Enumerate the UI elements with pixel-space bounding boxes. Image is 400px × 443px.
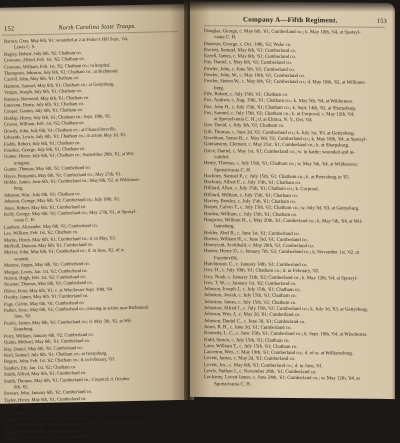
roster-line: Johnson, Joseph J., c. July 15th, '61; Chatham co.	[204, 287, 301, 294]
roster-line: Crowson, Alfred, Feb. 1st, '62; Chatham co.	[4, 56, 85, 63]
right-running-title: Company A—Fifth Regiment.	[243, 15, 338, 25]
roster-line: Fife, Robert, c. July 15th, '61; Chatham co.	[204, 92, 289, 98]
roster-line: Hayes, Benjamin, May 6th, '61; Cumberland co.; May 27th, '61.	[4, 170, 122, 179]
roster-line: Fox, Samuel, c. July 15th, '61; Chatham co.; k. at Corporal; c. May 12th, '64,	[204, 110, 355, 118]
roster-line: Henry, Thomas, c. July 15th, '61; Chatham co.; w. May 5th, '64, at Wilderness;	[204, 161, 358, 168]
roster-line: at Spotsylvania C. H.; d. at Elmira, N. Y., Oct. '64.	[214, 117, 313, 124]
left-roster-list	[0, 35, 186, 443]
roster-line: Fowler, John, c. June 5th, '61; Cumberland co.	[204, 66, 295, 73]
roster-line: Quinn, Michael, May 6th, '61; Cumberland co.	[4, 337, 91, 345]
roster-line: Bagley, Robert, July 6th, '62; Chatham co.	[4, 49, 82, 57]
roster-line: Johnson, Wm. J., c. May 2d, '61; Cumberland co.	[204, 312, 301, 319]
roster-line: Fowler, Simon W., c. May 6th, '61; Cumberland co.; d. May 10th, '62, at Williams-	[204, 79, 366, 87]
roster-line: Foushee, George, July 6th, '61; Chatham co.	[4, 145, 86, 153]
right-shadow	[392, 0, 400, 400]
left-page-number: 152	[4, 25, 15, 33]
roster-line: Spotsylvania C. H.	[214, 381, 251, 388]
roster-line: 6th, '62.	[14, 384, 29, 390]
roster-line: Carroll, John, May 6th, '61; Chatham co.	[4, 75, 80, 83]
roster-line: Douglas, George, c. May 6th, '61; Cumberland co.; k. May 10th, '64, at Spotsyl-	[204, 29, 361, 36]
roster-line: Parker, Jesse, May 6th, '61; Cumberland co.; missing in action near Richmond	[4, 304, 148, 313]
top-shadow	[0, 0, 400, 12]
roster-line: Spotsylvania C. H.	[214, 167, 251, 174]
roster-line: Gill, Thomas, c. June 2d, '61; Cumberland co.; k. July 1st, '63, at Gettysburg.	[204, 129, 355, 137]
roster-line: Overby, James, May 6th, '61; Cumberland co.	[4, 293, 89, 300]
roster-line: Perry, William, January 6th, '62; Cumberland co.	[4, 331, 94, 339]
roster-line: Lovett, Jos., c. May 6th, '61; Cumberland co.; d. in June, '61.	[204, 362, 324, 370]
roster-line: Johnson, George, May 6th, '61; Cumberland co.; July 18th, '61.	[4, 196, 121, 204]
roster-line: Ray, Daniel, May 6th, '61; Cumberland co.	[4, 344, 83, 352]
roster-line: Oliver, Peter, May 6th, '61; c. at Winchester Sept. 19th, '64.	[4, 286, 114, 294]
roster-line: Kelly, George, May 6th, '61; Cumberland co.; May 27th, '61, at Spotsyl-	[4, 208, 137, 217]
roster-line: Smith, Alfred, May 6th, '61; Cumberland co.	[4, 370, 87, 377]
roster-line: Wilson, Robert, May 6th, '61; Cumberland co.	[4, 434, 90, 441]
roster-line: Ezzell, James, c. May 6th, '61; Cumberland co.	[204, 54, 297, 61]
roster-line: liamsburg.	[214, 224, 235, 230]
roster-line: Newton, Thomas, May 6th, '61; Cumberland co.	[4, 280, 93, 288]
roster-line: Kidd, Simon, c. July 15th, '61; Chatham co.	[204, 337, 290, 344]
roster-line: Harvey, Bentley, c. July 15th, '61; Chatham co.	[204, 199, 297, 206]
roster-line: Jones, Robert, May 6th, '61; Cumberland co.	[4, 203, 87, 211]
roster-line: McIver, John, May 6th, '61; Cumberland co.; d. in June, '62, of w.	[4, 247, 125, 256]
roster-line: Monroe, Angus, May 6th, '61; Cumberland co.	[4, 261, 90, 268]
roster-line: Stewart, John, January 6th, '62; Cumberland co.	[4, 389, 93, 397]
roster-line: burg.	[214, 85, 225, 91]
roster-line: Lee, William, Feb. 1st, '62; Chatham co.	[4, 229, 79, 236]
roster-line: Fox, John H., c. July 15th, '61; Chatham co.; k. Sept. 14th, '62, at Sharpsburg.	[204, 104, 357, 112]
roster-line: Dunlap, Henry, July 6th, '61; Chatham co.; Sept. 18th, '61.	[4, 113, 112, 121]
roster-line: Morgan, Lewis, Jan. 1st, '62; Cumberland co.	[4, 267, 88, 275]
roster-line: Fowler, John, W., c. May 10th, '61; Cumberland co.	[204, 73, 306, 80]
roster-line: vania C. H.	[214, 35, 237, 41]
roster-line: Fayetteville.	[214, 255, 239, 262]
roster-line: Hargrove, William H., c. May 20th, '61; Cumberland co.; k. May 5th, '64, at Wil-	[204, 217, 363, 225]
roster-line: Fay, Daniel, c. May 6th, '61; Cumberland co.	[204, 60, 293, 67]
roster-line: Emerson, Henry, July 6th, '61; Chatham co.	[4, 101, 85, 108]
roster-line: Vann, Joseph, Jan. 1st, '62; Cumberland co.; d. Nov. 17th, '62, at Cold Harbor.	[4, 420, 148, 429]
roster-line: Upton, William, May 6th, '61; Cumberland co.	[4, 414, 90, 422]
roster-line: Lanceton, Wm., c. May 19th, '61; Cumberland co.; d. of w. at Williamsburg.	[204, 350, 354, 357]
roster-line: Thomas, James, May 6th, '61; Cumberland co.; d. Sept. 18th, '62, at Win-	[4, 401, 139, 409]
roster-line: Lane, William T., c. July 15th, '61; Chatham co.	[204, 343, 298, 350]
roster-line: Lovett, James, c. May 2d, '61; Cumberland co.	[204, 356, 296, 363]
roster-line: Smith, Thomas, May 6th, '61; Cumberland co.; Corporal; d. October	[4, 375, 130, 384]
right-roster-list	[190, 29, 395, 390]
roster-line: Kennedy, L. C., c. June 15th, '61; Cumberland co.; k. Sept. 19th, '64, at Winchester.	[204, 331, 368, 339]
roster-line: vania C. H.	[14, 217, 35, 223]
roster-line: Yergan, Joseph, July 6th, '61; Chatham co.	[4, 88, 83, 95]
roster-line: Holder, James, June 6th, '61; Cumberland co.; May 6th, '62, at Wildernes-	[4, 176, 140, 185]
roster-line: wounds.	[14, 255, 30, 262]
roster-line: Cooper, Gaston, July 6th, '61; Chatham co.	[4, 107, 83, 115]
roster-line: liamsburg.	[14, 326, 34, 332]
roster-line: Pearce, James, May 6th, '61; Cumberland co.; d. May 5th, '62, at Wil-	[4, 317, 133, 326]
right-header-rule	[204, 25, 385, 28]
roster-line: Grice, Daniel, c. May 1st, '61; Cumberland co.; w. in battle; wounded and in-	[204, 148, 355, 156]
roster-line: June, '62.	[14, 313, 32, 319]
roster-line: Johnston, James, c. July 15th, '61; Chatham co.	[204, 299, 297, 306]
roster-line: Nelson, Hugh, Feb. 1st, '62; Cumberland co.	[4, 273, 86, 281]
roster-line: Johnson, Daniel C., c. June 3d, '61; Cumberland co.	[204, 318, 306, 325]
roster-line: Johnston, Josiah, c. July 15th, '61; Chatham co.	[204, 293, 297, 300]
roster-line: Holder, Abel B., c. June 1st, '61; Cumberland co.	[204, 230, 300, 237]
roster-line: Jones, R. B., c. June 3d, '61; Cumberland co.	[204, 325, 292, 331]
roster-line: burg.	[14, 185, 24, 191]
roster-line: Ramsey, Norwood, May 6th, '61; Chatham co.	[4, 94, 90, 102]
right-page	[190, 1, 395, 399]
roster-line: Page, Calvin, May 6th, '61; Cumberland co.	[4, 299, 85, 307]
roster-line: Dunston, George, c. Oct. 14th, '62; Wake co.	[204, 41, 292, 48]
roster-line: Hackney, Albert F., c. July 15th, '61; Chatham co.	[204, 180, 302, 187]
roster-line: Hackney, Samuel P., c. July 15th, '61; Chatham co.; k. at Petersburg in '65.	[204, 173, 350, 181]
roster-line: Dowdy, John, July 6th, '61; Chatham co.; at Chancellorsville.	[4, 126, 117, 134]
roster-line: Harper, Calvin T., c. July 15th, '61; Chatham co.; w. July 3d, '63, at Gettysburg.	[204, 205, 360, 213]
roster-line: Honeycutt, Archibald, c. May 20th, '61; Cumberland co.	[204, 243, 315, 250]
roster-line: Ivey, Noah, c. January 11th, '62; Cumberland co.; k. May 12th, '64, at Spotsyl-	[204, 274, 358, 282]
roster-line: chester.	[14, 409, 28, 416]
roster-line: Reid, Samuel, July 6th, '61; Chatham co.; at Gettysburg.	[4, 350, 108, 358]
roster-line: Lambert, Alexander, May 6th, '61; Cumberland co.	[4, 222, 98, 230]
roster-line: Rogers, John, Feb. 1st, '62; Chatham co.; d. in February, '63.	[4, 356, 116, 364]
roster-line: Hutchinson, C., c. January 14th, '61; Cumberland co.	[204, 262, 308, 269]
right-page-number: 153	[376, 17, 387, 25]
roster-line: Martin, Henry, May 6th, '61; Cumberland co.; d. in May, '63.	[4, 234, 116, 243]
roster-line: Harmon, Samuel, May 6th, '61; Chatham co.; at Gettysburg.	[4, 81, 115, 89]
roster-line: Craven, William, Feb. 1st, '62; Chatham co.	[4, 120, 85, 127]
roster-line: Taylor, Henry, May 6th, '61; Cumberland co.	[4, 395, 87, 403]
roster-line: Crowson, William, Feb. 1st, '62; Chatham co.; in hospital.	[4, 62, 111, 70]
roster-line: Hunter, Henry D., c. January 7th, '62; Cumberland co.; k. November 1st, '62, at	[204, 249, 360, 257]
left-running-title: North Carolina State Troops.	[58, 22, 137, 32]
roster-line: Harden, William, c. July 15th, '61; Chatham co.	[204, 211, 298, 218]
roster-line: mington.	[14, 159, 31, 166]
left-page	[0, 4, 186, 441]
roster-line: Horton, William H., c. June 3rd, '61; Cumberland co.	[204, 236, 308, 243]
roster-line: McNeill, Duncan, May 6th, '61; Cumberland co.	[4, 241, 94, 249]
roster-line: Ivey, H., c. July 10th, '61; Chatham co.; d. in February, '65.	[204, 268, 320, 275]
roster-line: Sanders, Ely, Jan. 1st, '62; Chatham co.	[4, 363, 77, 371]
roster-line: Goodman, James B., c. May 6th, '61; Cumberland co.; k. May 10th, '64, at Spotsyl-	[204, 136, 368, 143]
roster-line: Ivey, T. W., c. January 1st, '62; Cumberland co.	[204, 280, 297, 287]
roster-line: Gunter, Henry, July 6th, '61; Chatham co.; September 28th, '61, at Wil-	[4, 151, 135, 159]
roster-line: Gee, David, c. July 3th, '61; Chatham co.	[204, 123, 285, 130]
roster-line: Barney, Gray, May 6th, '61; wounded at 2 at Fisher's Hill Sept., '64,	[4, 36, 129, 44]
roster-line: Hilliard, William, c. July 15th, '61; Chatham co.	[204, 192, 299, 199]
roster-line: Lewis, Nathan J., c. November 28th, '61; Cumberland co.	[204, 369, 317, 376]
roster-line: Lockamy, Lovett James, c. June 24th, '61; Cumberland co.; w. May 12th, '64, at	[204, 375, 360, 383]
roster-line: Lewis C. S.	[14, 44, 36, 50]
roster-line: Gatmatseny, Clement, c. May 21st, '61; Cumberland co.; k. at Sharpsburg.	[204, 142, 350, 149]
roster-line: Johnston, Alfred J., c. July 15th, '61; Cumberland co.; k. July 3d, '63, at Gettysburg.	[204, 306, 368, 313]
roster-line: Walker, John, Jan. 6th, '62; Cumberland co.	[4, 427, 85, 435]
roster-line: Everett, Samuel, May 6th, '61; Cumberland co.	[204, 47, 297, 54]
roster-line: Hilliard, Allen, c. July 15th, '61; Chatham co.; k. Corporal.	[204, 186, 319, 193]
roster-line: Edwards, Lewis, July 6th, '61; Chatham co.; in action May 3d, '63.	[4, 132, 127, 140]
roster-line: Gunter, Thomas, May 6th, '61; Cumberland co.	[4, 164, 91, 172]
roster-line: Thompson, Johnson, July 6th, '61; Chatham co.; at Richmond.	[4, 68, 119, 76]
roster-line: valided.	[214, 155, 230, 161]
roster-line: Fields, Robert, July 6th, '61; Chatham co.	[4, 139, 81, 147]
roster-line: Johnson, Wm., July 6th, '61; Chatham co.	[4, 190, 81, 198]
roster-line: Fox, Andrew, c. Aug. 19th, '61; Chatham co.; k. May 5th, '64, at Wilderness.	[204, 98, 354, 105]
right-page-header	[190, 15, 395, 25]
